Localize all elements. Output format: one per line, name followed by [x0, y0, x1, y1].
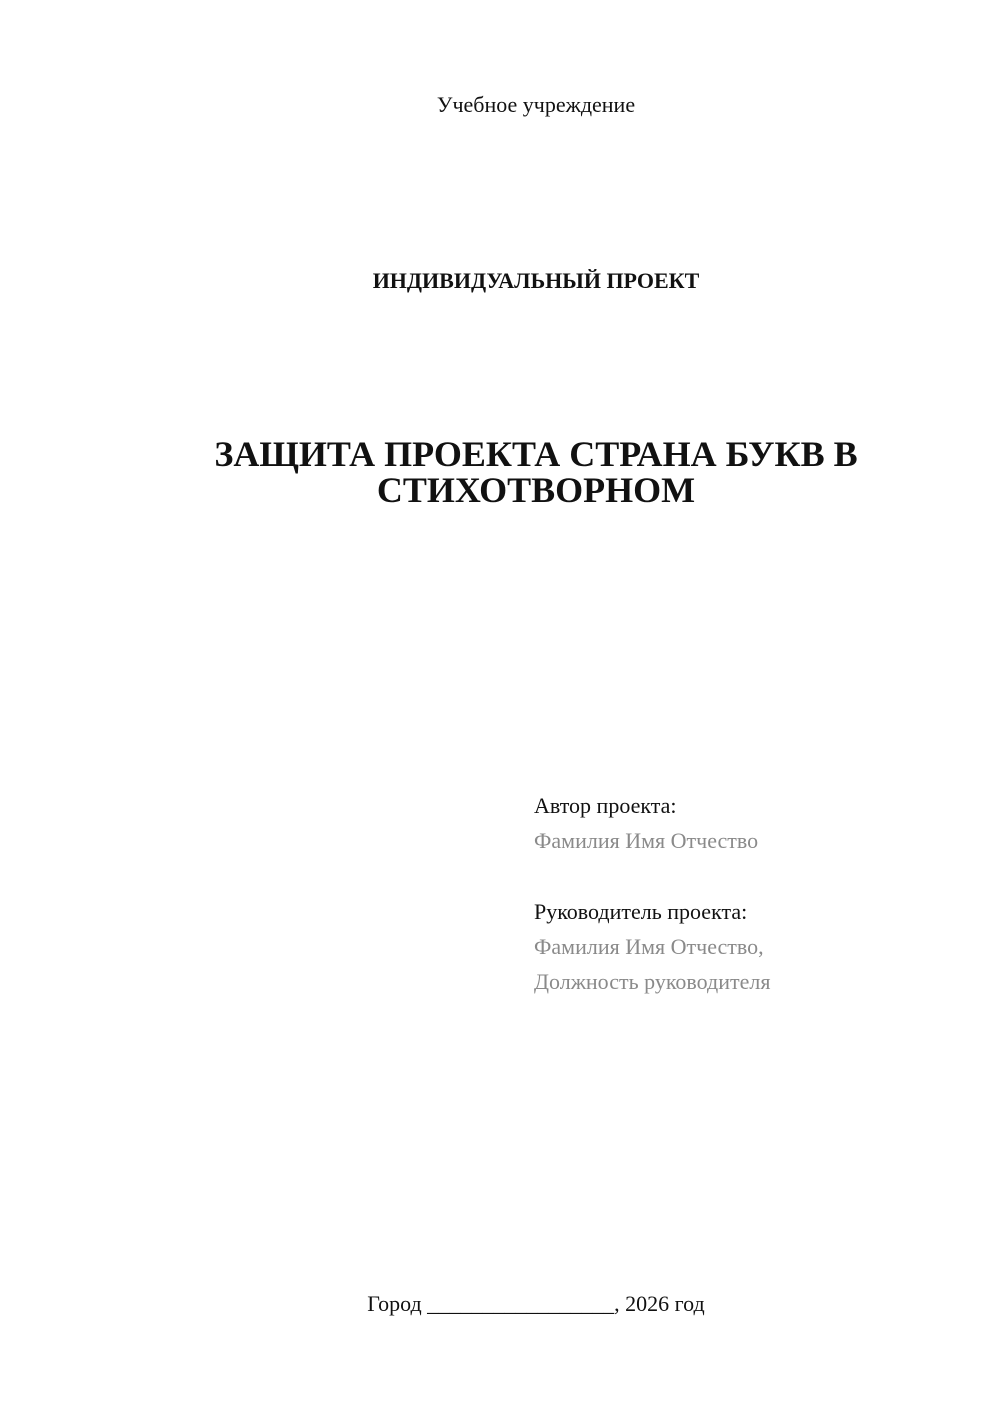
city-year-line [0, 1291, 1000, 1317]
city-blank: _________________ [427, 1291, 615, 1316]
city-label: Город [367, 1291, 422, 1316]
supervisor-position: Должность руководителя [534, 969, 771, 994]
project-title-line-1: ЗАЩИТА ПРОЕКТА СТРАНА БУКВ В [214, 434, 858, 474]
author-name: Фамилия Имя Отчество [534, 828, 759, 853]
project-title-line-2: СТИХОТВОРНОМ [376, 470, 696, 510]
supervisor-block [534, 894, 974, 999]
supervisor-label: Руководитель проекта: [534, 899, 748, 924]
year-text: , 2026 год [614, 1291, 705, 1316]
institution-name: Учебное учреждение [436, 92, 636, 117]
author-block [534, 788, 974, 858]
supervisor-name: Фамилия Имя Отчество, [534, 934, 764, 959]
author-label: Автор проекта: [534, 793, 677, 818]
document-type: ИНДИВИДУАЛЬНЫЙ ПРОЕКТ [372, 268, 700, 293]
project-title [160, 436, 912, 508]
